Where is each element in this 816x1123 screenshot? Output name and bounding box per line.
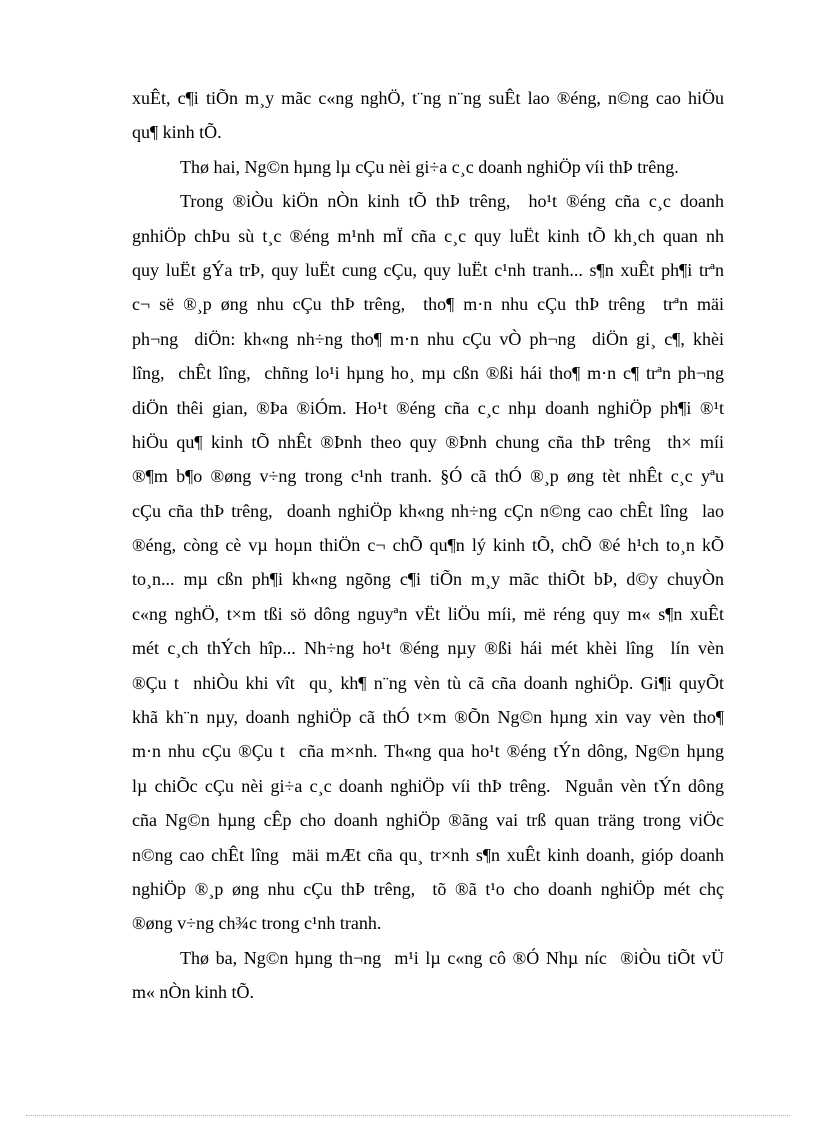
text-line: m·n nhu cÇu ®Çu t cña m×nh. Th«ng qua ho¹t ®éng tÝn dông, Ng©n hµng (132, 741, 724, 762)
page-footer-divider (26, 1115, 790, 1116)
text-line: Thø ba, Ng©n hµng th¬ng m¹i lµ c«ng cô ®Ó Nhµ níc ®iÒu tiÕt vÜ (180, 947, 724, 968)
text-line: nghiÖp ®¸p øng nhu cÇu thÞ trêng, tõ ®ã t¹o cho doanh nghiÖp mét chç (132, 878, 724, 899)
text-line: qu¶ kinh tÕ. (132, 122, 222, 143)
text-line: m« nÒn kinh tÕ. (132, 982, 255, 1003)
text-line: xuÊt, c¶i tiÕn m¸y mãc c«ng nghÖ, t¨ng n¨ng suÊt lao ®éng, n©ng cao hiÖu (132, 88, 724, 108)
text-line: n©ng cao chÊt lîng mäi mÆt cña qu¸ tr×nh s¶n xuÊt kinh doanh, gióp doanh (132, 844, 724, 865)
text-line: ®Çu t nhiÒu khi vît qu¸ kh¶ n¨ng vèn tù cã cña doanh nghiÖp. Gi¶i quyÕt (132, 672, 724, 693)
text-line: diÖn thêi gian, ®Þa ®iÓm. Ho¹t ®éng cña c¸c nhµ doanh nghiÖp ph¶i ®¹t (132, 397, 724, 418)
text-line: mét c¸ch thÝch hîp... Nh÷ng ho¹t ®éng nµy ®ßi hái mét khèi lîng lín vèn (132, 638, 724, 659)
text-line: lîng, chÊt lîng, chñng lo¹i hµng ho¸ mµ cßn ®ßi hái tho¶ m·n c¶ trªn ph¬ng (132, 363, 724, 384)
text-line: gnhiÖp chÞu sù t¸c ®éng m¹nh mÏ cña c¸c quy luËt kinh tÕ kh¸ch quan nh (132, 225, 724, 246)
text-line: Trong ®iÒu kiÖn nÒn kinh tÕ thÞ trêng, ho¹t ®éng cña c¸c doanh (180, 191, 724, 212)
text-line: ph¬ng diÖn: kh«ng nh÷ng tho¶ m·n nhu cÇu vÒ ph¬ng diÖn gi¸ c¶, khèi (132, 328, 724, 349)
text-line: Thø hai, Ng©n hµng lµ cÇu nèi gi÷a c¸c doanh nghiÖp víi thÞ trêng. (180, 156, 679, 177)
text-line: ®øng v÷ng ch¾c trong c¹nh tranh. (132, 913, 382, 934)
text-line: c¬ së ®¸p øng nhu cÇu thÞ trêng, tho¶ m·n nhu cÇu thÞ trêng trªn mäi (132, 294, 724, 315)
text-line: c«ng nghÖ, t×m tßi sö dông nguyªn vËt liÖu míi, më réng quy m« s¶n xuÊt (132, 603, 724, 624)
text-line: ®éng, còng cè vµ hoµn thiÖn c¬ chÕ qu¶n lý kinh tÕ, chÕ ®é h¹ch to¸n kÕ (132, 535, 724, 556)
text-line: cÇu cña thÞ trêng, doanh nghiÖp kh«ng nh÷ng cÇn n©ng cao chÊt lîng lao (132, 500, 724, 521)
text-line: khã kh¨n nµy, doanh nghiÖp cã thÓ t×m ®Õn Ng©n hµng xin vay vèn tho¶ (132, 707, 724, 728)
text-line: cña Ng©n hµng cÊp cho doanh nghiÖp ®ãng vai trß quan träng trong viÖc (132, 810, 724, 831)
body-text (132, 81, 724, 1010)
text-line: ®¶m b¶o ®øng v÷ng trong c¹nh tranh. §Ó cã thÓ ®¸p øng tèt nhÊt c¸c yªu (132, 466, 724, 487)
text-line: lµ chiÕc cÇu nèi gi÷a c¸c doanh nghiÖp víi thÞ trêng. Nguån vèn tÝn dông (132, 775, 724, 796)
text-line: hiÖu qu¶ kinh tÕ nhÊt ®Þnh theo quy ®Þnh chung cña thÞ trêng th× míi (132, 431, 724, 452)
text-line: to¸n... mµ cßn ph¶i kh«ng ngõng c¶i tiÕn m¸y mãc thiÕt bÞ, d©y chuyÒn (132, 569, 724, 590)
text-line: quy luËt gÝa trÞ, quy luËt cung cÇu, quy luËt c¹nh tranh... s¶n xuÊt ph¶i trªn (132, 259, 724, 280)
